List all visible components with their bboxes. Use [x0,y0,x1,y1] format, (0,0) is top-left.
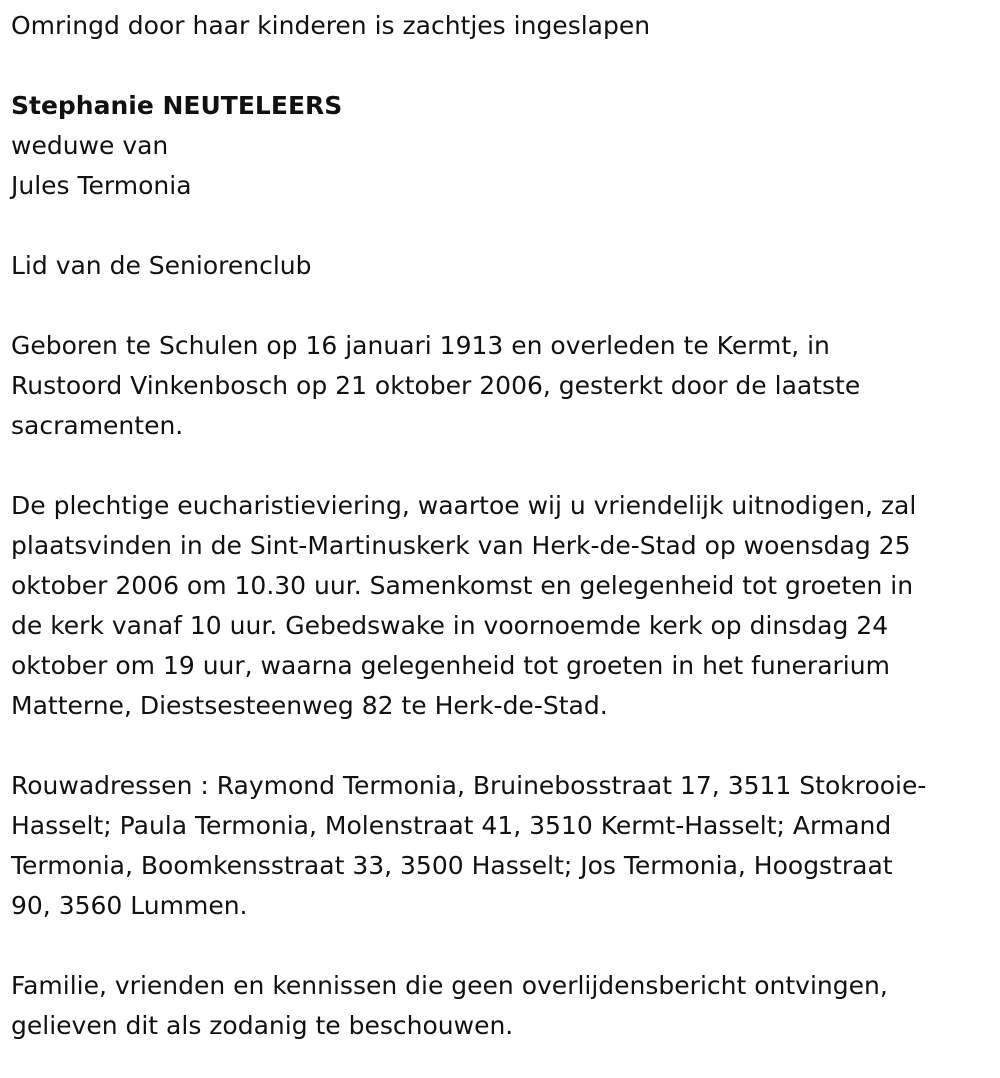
addresses-paragraph: Rouwadressen : Raymond Termonia, Bruinebosstraat 17, 3511 Stokrooie- Hasselt; Paula Termonia, Molenstraat 41, 3510 Kermt-Hasselt; Armand Termonia, Boomkensstraat 33, 3500 Hasselt; Jos Termonia, Hoogstraat 90, 3560 Lummen. [11,771,927,920]
spouse-name: Jules Termonia [11,171,192,200]
birth-death-paragraph: Geboren te Schulen op 16 januari 1913 en overleden te Kermt, in Rustoord Vinkenbosch op 21 oktober 2006, gesterkt door de laatste sacramenten. [11,331,861,440]
spacer [11,926,990,966]
spacer [11,206,990,246]
deceased-name: Stephanie NEUTELEERS [11,91,343,120]
spacer [11,286,990,326]
membership-line: Lid van de Seniorenclub [11,251,312,280]
intro-line: Omringd door haar kinderen is zachtjes ingeslapen [11,11,651,40]
closing-paragraph: Familie, vrienden en kennissen die geen overlijdensbericht ontvingen, gelieven dit als zodanig te beschouwen. [11,971,888,1040]
spacer [11,46,990,86]
ceremony-paragraph: De plechtige eucharistieviering, waartoe wij u vriendelijk uitnodigen, zal plaatsvinden in de Sint-Martinuskerk van Herk-de-Stad op woensdag 25 oktober 2006 om 10.30 uur. Samenkomst en gelegenheid tot groeten in de kerk vanaf 10 uur. Gebedswake in voornoemde kerk op dinsdag 24 oktober om 19 uur, waarna gelegenheid tot groeten in het funerarium Matterne, Diestsesteenweg 82 te Herk-de-Stad. [11,491,917,720]
spacer [11,726,990,766]
relation-line: weduwe van [11,131,169,160]
spacer [11,446,990,486]
